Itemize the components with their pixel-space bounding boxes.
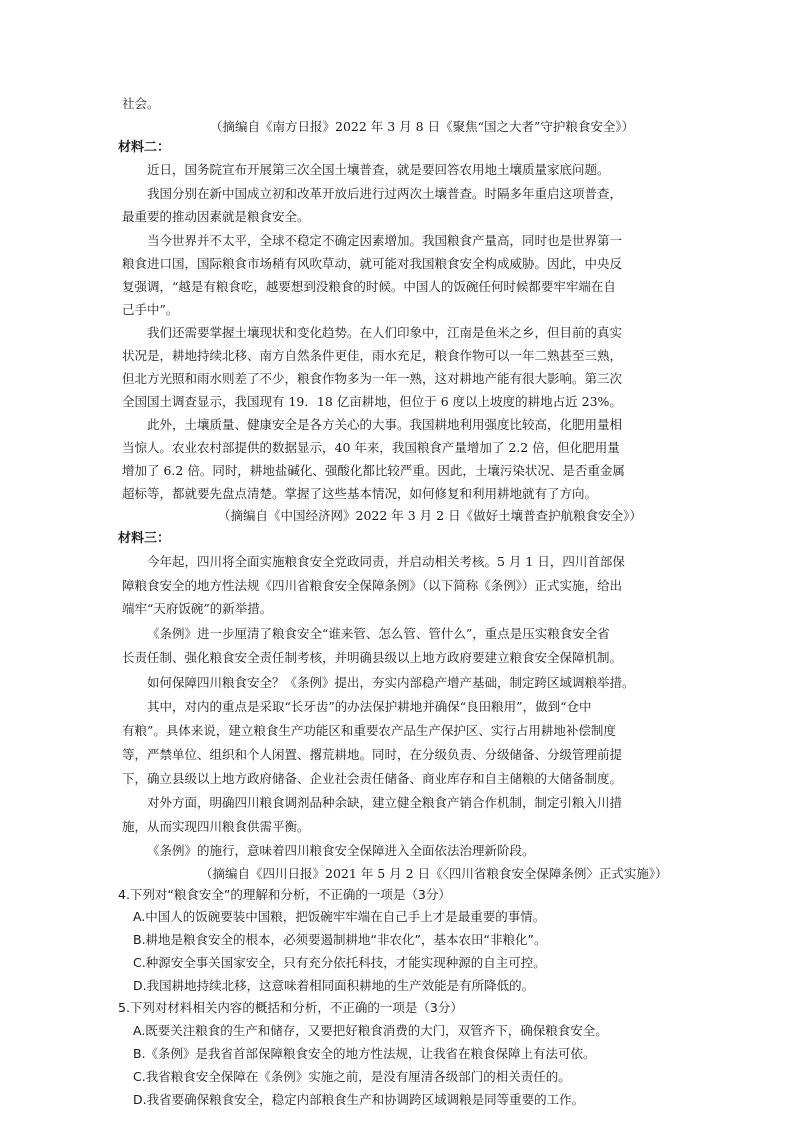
material2-line: 我国分别在新中国成立初和改革开放后进行过两次土壤普查。时隔多年重启这项普查， [147,186,623,201]
material2-line: 最重要的推动因素就是粮食安全。 [122,209,310,224]
material3-line: 长责任制、强化粮食安全责任制考核，并明确县级以上地方政府要建立粮食安全保障机制。 [122,650,623,665]
material3-line: 《条例》进一步厘清了粮食安全“谁来管、怎么管、管什么”，重点是压实粮食安全省 [147,626,610,641]
material3-line: 《条例》的施行，意味着四川粮食安全保障进入全面依法治理新阶段。 [147,843,535,858]
question-5-option-d[interactable]: D.我省要确保粮食安全，稳定内部粮食生产和协调跨区域调粮是同等重要的工作。 [133,1092,585,1107]
material2-line: 但北方光照和雨水则差了不少，粮食作物多为一年一熟，这对耕地产能有很大影响。第三次 [122,371,623,386]
material2-line: 增加了 6.2 倍。同时，耕地盐碱化、强酸化都比较严重。因此，土壤污染状况、是否重金属 [122,463,625,478]
material2-source: （摘编自《中国经济网》2022 年 3 月 2 日《做好土壤普查护航粮食安全》） [218,508,642,523]
question-5-option-c[interactable]: C.我省粮食安全保障在《条例》实施之前，是没有厘清各级部门的相关责任的。 [133,1069,571,1084]
material2-line: 己手中”。 [122,302,179,317]
material1-source: （摘编自《南方日报》2022 年 3 月 8 日《聚焦“国之大者”守护粮食安全》） [210,119,635,134]
material3-line: 端牢“天府饭碗”的新举措。 [122,601,273,616]
material3-line: 施，从而实现四川粮食供需平衡。 [122,819,310,834]
material3-line: 障粮食安全的地方性法规《四川省粮食安全保障条例》（以下简称《条例》）正式实施，给出 [122,578,623,593]
material3-line: 等，严禁单位、组织和个人闲置、撂荒耕地。同时，在分级负责、分级储备、分级管理前提 [122,747,623,762]
material2-line: 此外，土壤质量、健康安全是各方关心的大事。我国耕地利用强度比较高，化肥用量相 [147,417,623,432]
material2-line: 近日，国务院宣布开展第三次全国土壤普查，就是要回答农用地土壤质量家底问题。 [147,162,610,177]
material3-line: 其中，对内的重点是采取“长牙齿”的办法保护耕地并确保“良田粮用”，做到“仓中 [147,699,592,714]
material3-line: 下，确立县级以上地方政府储备、企业社会责任储备、商业库存和自主储粮的大储备制度。 [122,771,623,786]
question-5-option-b[interactable]: B.《条例》是我省首部保障粮食安全的地方性法规，让我省在粮食保障上有法可依。 [133,1046,596,1061]
material2-line: 当惊人。农业农村部提供的数据显示，40 年来，我国粮食产量增加了 2.2 倍，但化肥用量 [122,440,620,455]
material2-line: 全国国土调查显示，我国现有 19．18 亿亩耕地，但位于 6 度以上坡度的耕地占近 23%。 [122,394,622,409]
material3-source: （摘编自《四川日报》2021 年 5 月 2 日《〈四川省粮食安全保障条例〉正式实施》） [200,866,668,881]
question-5-stem: 5.下列对材料相关内容的概括和分析，不正确的一项是（3分） [118,1000,463,1015]
question-5-option-a[interactable]: A.既要关注粮食的生产和储存，又要把好粮食消费的大门，双管齐下，确保粮食安全。 [133,1023,608,1038]
question-4-option-a[interactable]: A.中国人的饭碗要装中国粮，把饭碗牢牢端在自己手上才是最重要的事情。 [133,909,546,924]
material3-line: 有粮”。具体来说，建立粮食生产功能区和重要农产品生产保护区、实行占用耕地补偿制度 [122,723,616,738]
material3-line: 对外方面，明确四川粮食调剂品种余缺，建立健全粮食产销合作机制，制定引粮入川措 [147,795,623,810]
material2-line: 我们还需要掌握土壤现状和变化趋势。在人们印象中，江南是鱼米之乡，但目前的真实 [147,325,623,340]
material2-line: 超标等，都就要先盘点清楚。掌握了这些基本情况，如何修复和利用耕地就有了方向。 [122,486,598,501]
question-4-option-d[interactable]: D.我国耕地持续北移，这意味着相同面积耕地的生产效能是有所降低的。 [133,978,535,993]
question-4-option-b[interactable]: B.耕地是粮食安全的根本，必须要遏制耕地“非农化”，基本农田“非粮化”。 [133,932,547,947]
material3-line: 今年起，四川将全面实施粮食安全党政同责，并启动相关考核。5 月 1 日，四川首部保 [147,554,625,569]
material2-line: 复强调，“越是有粮食吃，越要想到没粮食的时候。中国人的饭碗任何时候都要牢牢端在自 [122,279,616,294]
question-4-stem: 4.下列对“粮食安全”的理解和分析，不正确的一项是（3分） [118,887,451,902]
question-4-option-c[interactable]: C.种源安全事关国家安全，只有充分依托科技，才能实现种源的自主可控。 [133,955,546,970]
material2-line: 当今世界并不太平，全球不稳定不确定因素增加。我国粮食产量高，同时也是世界第一 [147,233,623,248]
material2-line: 状况是，耕地持续北移、南方自然条件更佳，雨水充足，粮食作物可以一年二熟甚至三熟， [122,348,623,363]
material2-line: 粮食进口国，国际粮食市场稍有风吹草动，就可能对我国粮食安全构成威胁。因此，中央反 [122,256,623,271]
material3-line: 如何保障四川粮食安全？《条例》提出，夯实内部稳产增产基础，制定跨区域调粮举措。 [147,675,635,690]
material3-heading: 材料三： [118,531,171,546]
material2-heading: 材料二： [118,140,171,155]
material1-last-line: 社会。 [122,96,160,111]
